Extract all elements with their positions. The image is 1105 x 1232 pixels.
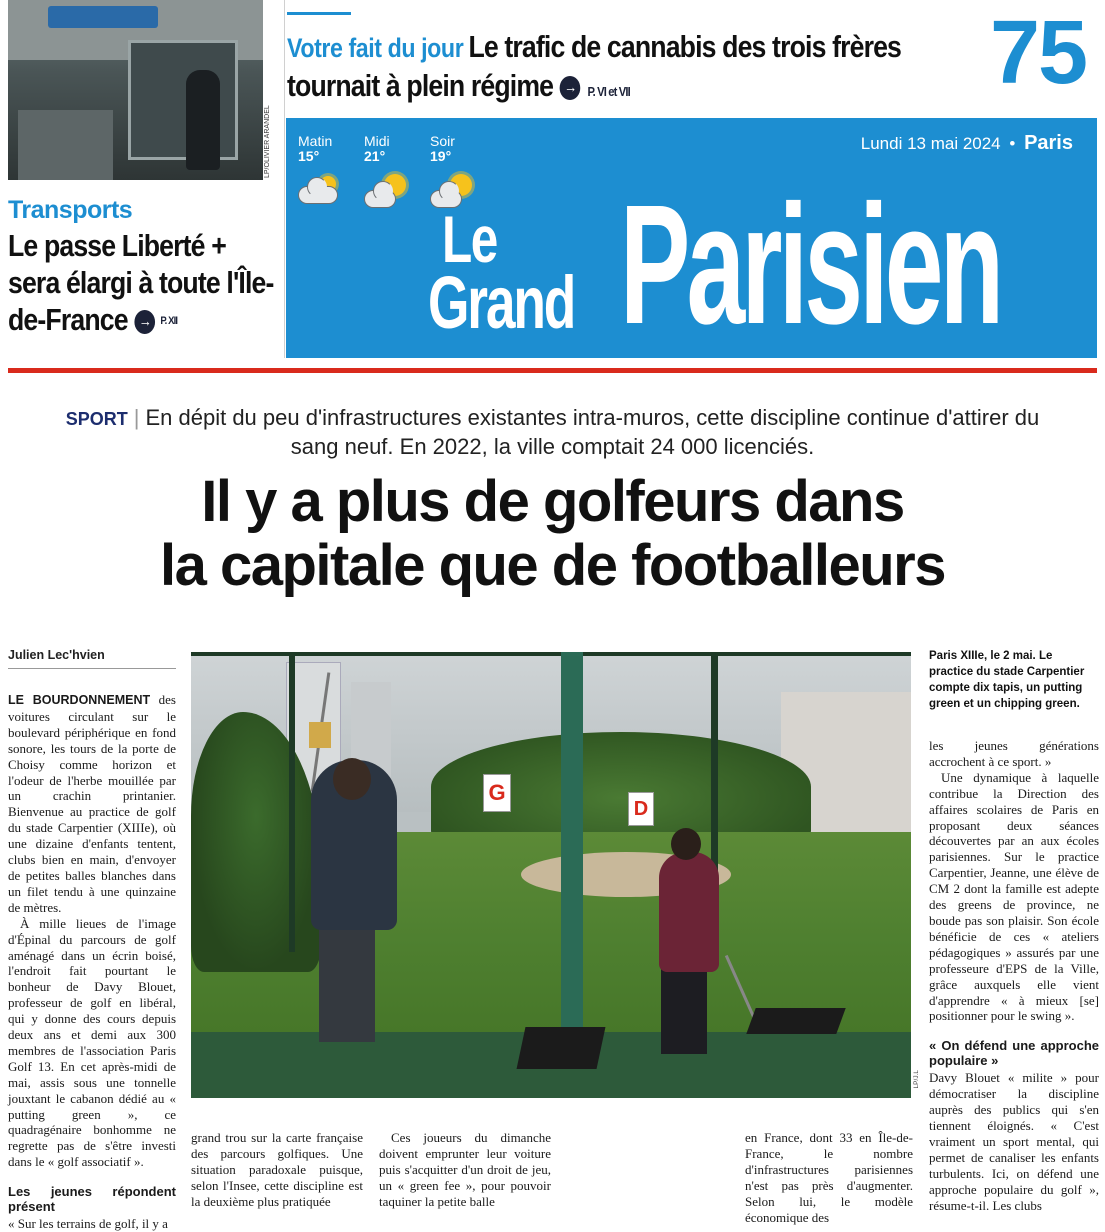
weather-label: Midi [364, 133, 390, 149]
byline-rule [8, 668, 176, 669]
paragraph-3: « Sur les terrains de golf, il y a [8, 1216, 168, 1232]
logo-grand: Grand [428, 261, 575, 344]
subhead-jeunes: Les jeunes répondent présent [8, 1184, 176, 1215]
fait-du-jour-kicker: Votre fait du jour [287, 33, 464, 63]
headline-line-2: la capitale que de footballeurs [159, 533, 946, 598]
bottom-paragraph-3: en France, dont 33 en Île-de-France, le nombre d'infrastructures parisiennes n'est pas près d'augmenter. Selon lui, le modèle économique des [745, 1130, 913, 1225]
weather-label: Soir [430, 133, 455, 149]
golf-practice-photo [191, 652, 911, 1098]
photo-caption: Paris XIIIe, le 2 mai. Le practice du stade Carpentier compte dix tapis, un putting green et un chipping green. [929, 650, 1085, 710]
paragraph-2: À mille lieues de l'image d'Épinal du parcours de golf aménagé dans un écrin boisé, l'endroit fait pourtant le bonheur de Davy Blouet, professeur de golf en libéral, qui y donne des cours depuis deux ans et demi aux 300 membres de l'association Paris Golf 13. En cet après-midi de mai, assis sous une tonnelle jouxtant le cabanon dédié au « putting green », ce quadragénaire bonhomme ne regrette pas de s'être investi dans le « golf associatif ». [8, 915, 176, 1170]
right-paragraph-1: les jeunes générations accrochent à ce sport. » [929, 738, 1099, 769]
byline: Julien Lec'hvien [8, 648, 105, 662]
accent-rule [287, 12, 351, 15]
arrow-right-icon[interactable]: → [135, 310, 156, 334]
fait-du-jour-page-ref: P. VI et VII [587, 84, 630, 99]
target-sign-g: G [483, 774, 511, 812]
transports-kicker: Transports [8, 196, 133, 224]
headline-line-1: Il y a plus de golfeurs dans [201, 469, 904, 534]
photo-credit: LP/J.L [913, 1070, 920, 1089]
bottom-paragraph-1: grand trou sur la carte française des parcours golfiques. Une situation paradoxale puisque, selon l'Insee, cette discipline est la deuxième plus pratiquée [191, 1130, 363, 1209]
transports-teaser[interactable] [8, 196, 278, 340]
newspaper-logo [286, 118, 1097, 358]
right-paragraph-3: Davy Blouet « milite » pour démocratiser la discipline auprès des publics qui s'en tiennent éloignés. « C'est vraiment un sport mental, qui permet de canaliser les enfants turbulents. Ici, on défend une approche populaire du golf », résume-t-il. Les clubs [929, 1070, 1099, 1213]
arrow-right-icon[interactable]: → [560, 76, 581, 100]
right-paragraph-2: Une dynamique à laquelle contribue la Direction des affaires scolaires de Paris en proposant deux séances découvertes par an aux écoles parisiennes. Sur le practice Carpentier, Jeanne, une élève de CM 2 dont la famille est adepte des greens de province, ne boude pas son plaisir. Son école bénéficie de ces « ateliers pédagogiques » assurés par une professeure d'EPS de la Ville, grâce auxquels elle vient d'apprendre « à mieux [se] positionner pour le swing ». [929, 769, 1099, 1024]
issue-date: Lundi 13 mai 2024 [860, 134, 1001, 153]
fait-du-jour-teaser[interactable] [287, 28, 977, 111]
article-column-3 [379, 1130, 551, 1209]
article-column-4 [745, 1130, 913, 1225]
target-sign-d: D [628, 792, 654, 826]
lead-word: LE BOURDONNEMENT [8, 693, 151, 707]
department-number: 75 [990, 3, 1087, 103]
bullet: • [1009, 134, 1016, 153]
masthead [286, 118, 1097, 358]
metro-station-photo [8, 0, 263, 180]
weather-label: Matin [298, 133, 333, 149]
weather-temp: 15° [298, 148, 320, 164]
paragraph-1: des voitures circulant sur le boulevard périphérique en fond sonore, les tours de la porte de Choisy comme horizon et l'odeur de l'herbe mouillée par un crachin printanier. Bienvenue au practice de golf du stade Carpentier (XIIIe), où une dizaine d'enfants tentent, clubs bien en main, d'envoyer de petites balles blanches dans un filet tendu à une quinzaine de mètres. [8, 692, 176, 915]
article-column-1 [8, 692, 176, 1232]
logo-parisien: Parisien [620, 170, 1001, 360]
subhead-approche: « On défend une approche populaire » [929, 1038, 1099, 1069]
edition-city: Paris [1024, 132, 1073, 154]
deck-text: En dépit du peu d'infrastructures existantes intra-muros, cette discipline continue d'attirer du sang neuf. En 2022, la ville comptait 24 000 licenciés. [145, 405, 1040, 459]
rubric-separator: | [133, 405, 140, 430]
column-divider [284, 0, 285, 358]
logo-le: Le [442, 202, 497, 276]
section-rule [8, 368, 1097, 373]
fait-du-jour-headline-2: tournait à plein régime [287, 68, 554, 103]
article-column-2 [191, 1130, 363, 1209]
article-deck [40, 404, 1065, 461]
transports-page-ref: P. XII [160, 315, 178, 328]
weather-temp: 19° [430, 148, 452, 164]
fait-du-jour-headline-1: Le trafic de cannabis des trois frères [468, 29, 902, 64]
article-headline [0, 470, 1105, 598]
article-column-right [929, 738, 1099, 1213]
transports-headline: Le passe Liberté + sera élargi à toute l'Île-de-France [8, 228, 274, 337]
bottom-paragraph-2: Ces joueurs du dimanche doivent emprunter leur voiture puis s'acquitter d'un droit de jeu, un « green fee », pour pouvoir taquiner la petite balle [379, 1130, 551, 1209]
weather-temp: 21° [364, 148, 386, 164]
section-rubric: SPORT [65, 409, 128, 429]
photo-credit: LP/OLIVIER ARANDEL [264, 105, 271, 178]
